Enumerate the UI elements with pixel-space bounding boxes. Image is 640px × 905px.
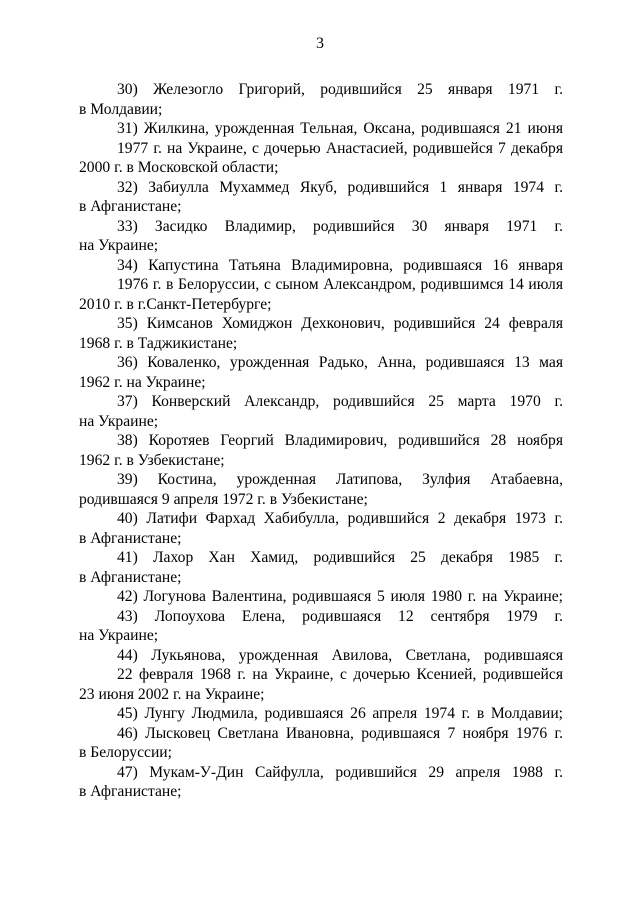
list-item (79, 431, 563, 470)
entry-line: 38) Коротяев Георгий Владимирович, родившийся 28 ноября (117, 432, 563, 449)
entry-line: 41) Лахор Хан Хамид, родившийся 25 декабря 1985 г. (117, 549, 563, 566)
entry-line: 36) Коваленко, урожденная Радько, Анна, родившаяся 13 мая (117, 354, 563, 371)
entry-line: в Афганистане; (79, 783, 182, 800)
entry-line: 1962 г. в Узбекистане; (79, 451, 225, 469)
entry-line: 1977 г. на Украине, с дочерью Анастасией, родившейся 7 декабря (117, 139, 563, 157)
entry-line: 1968 г. в Таджикистане; (79, 334, 238, 352)
entry-line: 23 июня 2002 г. на Украине; (79, 685, 265, 703)
entry-line: в Афганистане; (79, 198, 182, 215)
list-item (79, 80, 563, 119)
entry-line: 33) Засидко Владимир, родившийся 30 января 1971 г. (117, 217, 563, 235)
entry-line: родившаяся 9 апреля 1972 г. в Узбекистане; (79, 490, 368, 508)
list-item (79, 587, 563, 607)
entry-line: 2010 г. в г.Санкт-Петербурге; (79, 295, 272, 313)
entry-line: 39) Костина, урожденная Латипова, Зулфия Атабаевна, (117, 471, 563, 488)
page-number: 3 (316, 35, 324, 52)
list-item (79, 646, 563, 705)
list-item (79, 704, 563, 724)
entry-line: 30) Железогло Григорий, родившийся 25 января 1971 г. (117, 81, 563, 98)
list-item (79, 217, 563, 256)
entry-line: на Украине; (79, 237, 159, 254)
entry-line: 44) Лукьянова, урожденная Авилова, Светлана, родившаяся (117, 646, 563, 664)
entry-line: 40) Латифи Фархад Хабибулла, родившийся 2 декабря 1973 г. (117, 510, 563, 527)
entry-line: на Украине; (79, 412, 159, 430)
entry-line: 35) Кимсанов Хомиджон Дехконович, родившийся 24 февраля (117, 315, 563, 332)
list-item (79, 509, 563, 548)
entry-line: 43) Лопоухова Елена, родившаяся 12 сентября 1979 г. (117, 607, 563, 625)
list-item (79, 178, 563, 217)
list-item (79, 607, 563, 646)
entry-line: 1976 г. в Белоруссии, с сыном Александром, родившимся 14 июля (117, 276, 563, 293)
entry-line: на Украине; (79, 627, 159, 644)
list-item (79, 256, 563, 315)
list-item (79, 119, 563, 178)
list-item (79, 470, 563, 509)
list-item (79, 548, 563, 587)
entry-line: в Афганистане; (79, 568, 182, 586)
entry-line: 42) Логунова Валентина, родившаяся 5 июля 1980 г. на Украине; (117, 588, 563, 605)
entry-line: 1962 г. на Украине; (79, 373, 206, 391)
list-item (79, 724, 563, 763)
entry-line: 47) Мукам-У-Дин Сайфулла, родившийся 29 апреля 1988 г. (117, 763, 563, 781)
entry-line: 34) Капустина Татьяна Владимировна, родившаяся 16 января (117, 256, 563, 274)
citizen-list (79, 80, 563, 802)
entry-line: в Белоруссии; (79, 744, 172, 761)
list-item (79, 353, 563, 392)
entry-line: 32) Забиулла Мухаммед Якуб, родившийся 1 января 1974 г. (117, 178, 563, 196)
list-item (79, 392, 563, 431)
list-item (79, 314, 563, 353)
list-item (79, 763, 563, 802)
entry-line: в Афганистане; (79, 529, 182, 547)
entry-line: 37) Конверский Александр, родившийся 25 марта 1970 г. (117, 393, 563, 410)
entry-line: 31) Жилкина, урожденная Тельная, Оксана, родившаяся 21 июня (117, 120, 563, 137)
entry-line: 45) Лунгу Людмила, родившаяся 26 апреля 1974 г. в Молдавии; (117, 705, 563, 722)
entry-line: 22 февраля 1968 г. на Украине, с дочерью Ксенией, родившейся (117, 666, 563, 683)
entry-line: 46) Лысковец Светлана Ивановна, родившаяся 7 ноября 1976 г. (117, 724, 563, 742)
entry-line: в Молдавии; (79, 100, 163, 118)
entry-line: 2000 г. в Московской области; (79, 159, 279, 176)
